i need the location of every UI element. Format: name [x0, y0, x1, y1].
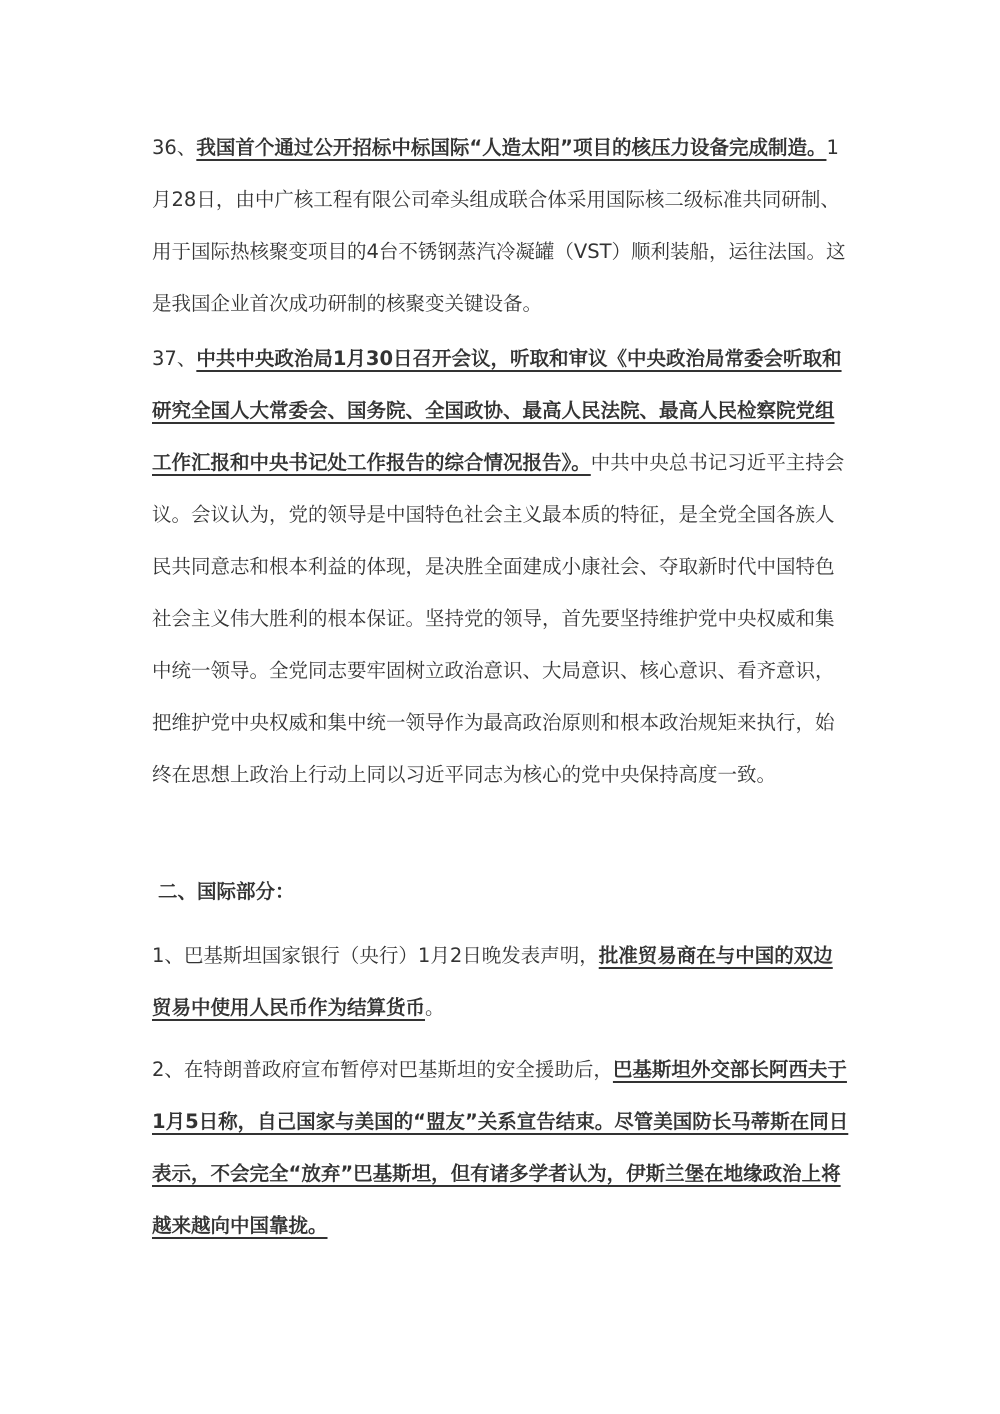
- intl-item-1-end: 。: [425, 996, 445, 1019]
- intl-item-2-lead: 2、在特朗普政府宣布暂停对巴基斯坦的安全援助后，: [152, 1058, 613, 1081]
- item-36-body: 1月28日，由中广核工程有限公司牵头组成联合体采用国际核二级标准共同研制、用于国际热核聚变项目的4台不锈钢蒸汽冷凝罐（VST）顺利装船，运往法国。这是我国企业首次成功研制的核聚变关键设备。: [152, 136, 846, 315]
- intl-item-2: [152, 1044, 852, 1252]
- intl-item-1-lead: 1、巴基斯坦国家银行（央行）1月2日晚发表声明，: [152, 944, 599, 967]
- item-36: [152, 122, 852, 330]
- section-heading-international: 二、国际部分：: [158, 880, 295, 903]
- item-37-headline: 中共中央政治局1月30日召开会议，听取和审议《中央政治局常委会听取和研究全国人大常委会、国务院、全国政协、最高人民法院、最高人民检察院党组工作汇报和中央书记处工作报告的综合情况报告》。: [152, 347, 842, 474]
- item-37-number: 37、: [152, 347, 197, 370]
- item-36-number: 36、: [152, 136, 197, 159]
- item-37-body: 中共中央总书记习近平主持会议。会议认为，党的领导是中国特色社会主义最本质的特征，是全党全国各族人民共同意志和根本利益的体现，是决胜全面建成小康社会、夺取新时代中国特色社会主义伟大胜利的根本保证。坚持党的领导，首先要坚持维护党中央权威和集中统一领导。全党同志要牢固树立政治意识、大局意识、核心意识、看齐意识，把维护党中央权威和集中统一领导作为最高政治原则和根本政治规矩来执行，始终在思想上政治上行动上同以习近平同志为核心的党中央保持高度一致。: [152, 451, 845, 786]
- item-37: [152, 333, 852, 801]
- intl-item-1: [152, 930, 852, 1034]
- item-36-headline: 我国首个通过公开招标中标国际“人造太阳”项目的核压力设备完成制造。: [196, 136, 827, 159]
- intl-item-2-headline: 巴基斯坦外交部长阿西夫于1月5日称，自己国家与美国的“盟友”关系宣告结束。尽管美国防长马蒂斯在同日表示，不会完全“放弃”巴基斯坦，但有诸多学者认为，伊斯兰堡在地缘政治上将越来越向中国靠拢。: [152, 1058, 849, 1237]
- intl-item-1-headline: 批准贸易商在与中国的双边贸易中使用人民币作为结算货币: [152, 944, 833, 1019]
